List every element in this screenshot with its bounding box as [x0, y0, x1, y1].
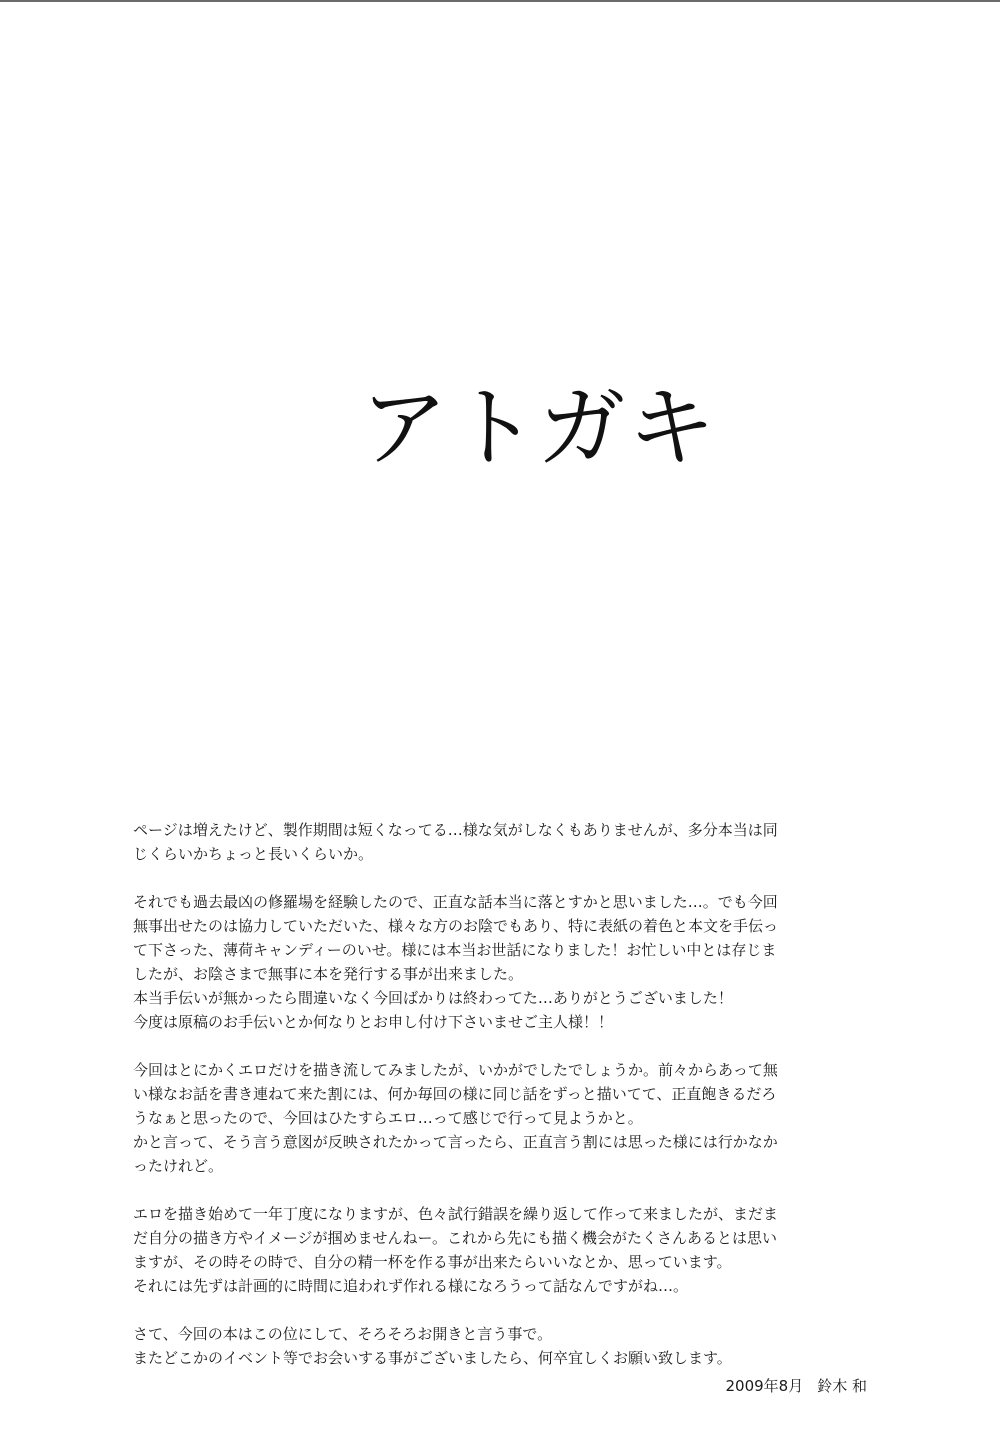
paragraph-3: [133, 1058, 873, 1178]
afterword-body: [133, 818, 873, 1394]
text-line: ページは増えたけど、製作期間は短くなってる…様な気がしなくもありませんが、多分本当は同: [133, 821, 778, 839]
text-line: それでも過去最凶の修羅場を経験したので、正直な話本当に落とすかと思いました…。でも今回: [133, 893, 778, 911]
text-line: うなぁと思ったので、今回はひたすらエロ…って感じで行って見ようかと。: [133, 1109, 643, 1127]
text-line: じくらいかちょっと長いくらいか。: [133, 845, 374, 863]
signature-author: 鈴木 和: [817, 1377, 867, 1395]
paragraph-2: [133, 890, 873, 1034]
text-line: 今回はとにかくエロだけを描き流してみましたが、いかがでしたでしょうか。前々からあって無: [133, 1061, 778, 1079]
text-line: い様なお話を書き連ねて来た割には、何か毎回の様に同じ話をずっと描いてて、正直飽きるだろ: [133, 1085, 777, 1103]
text-line: さて、今回の本はこの位にして、そろそろお開きと言う事で。: [133, 1325, 553, 1343]
text-line: だ自分の描き方やイメージが掴めませんねー。これから先にも描く機会がたくさんあるとは思い: [133, 1229, 777, 1247]
text-line: エロを描き始めて一年丁度になりますが、色々試行錯誤を繰り返して作って来ましたが、まだま: [133, 1205, 779, 1223]
paragraph-1: [133, 818, 873, 866]
signature: [726, 1374, 868, 1398]
text-line: て下さった、薄荷キャンディーのいせ。様には本当お世話になりました！お忙しい中とは存じま: [133, 941, 777, 959]
paragraph-5: [133, 1322, 873, 1370]
text-line: 無事出せたのは協力していただいた、様々な方のお陰でもあり、特に表紙の着色と本文を手伝っ: [133, 917, 779, 935]
text-line: かと言って、そう言う意図が反映されたかって言ったら、正直言う割には思った様には行かなか: [133, 1133, 778, 1151]
top-border-line: [0, 0, 1000, 2]
text-line: したが、お陰さまで無事に本を発行する事が出来ました。: [133, 965, 524, 983]
text-line: それには先ずは計画的に時間に追われず作れる様になろうって話なんですがね…。: [133, 1277, 689, 1295]
paragraph-4: [133, 1202, 873, 1298]
signature-date: 2009年8月: [725, 1377, 804, 1395]
text-line: ったけれど。: [133, 1157, 224, 1175]
text-line: 本当手伝いが無かったら間違いなく今回ばかりは終わってた…ありがとうございました！: [133, 989, 733, 1007]
text-line: ますが、その時その時で、自分の精一杯を作る事が出来たらいいなとか、思っています。: [133, 1253, 732, 1271]
text-line: またどこかのイベント等でお会いする事がございましたら、何卒宜しくお願い致します。: [133, 1349, 732, 1367]
page-title: アトガキ: [360, 376, 718, 479]
text-line: 今度は原稿のお手伝いとか何なりとお申し付け下さいませご主人様！！: [133, 1013, 614, 1031]
